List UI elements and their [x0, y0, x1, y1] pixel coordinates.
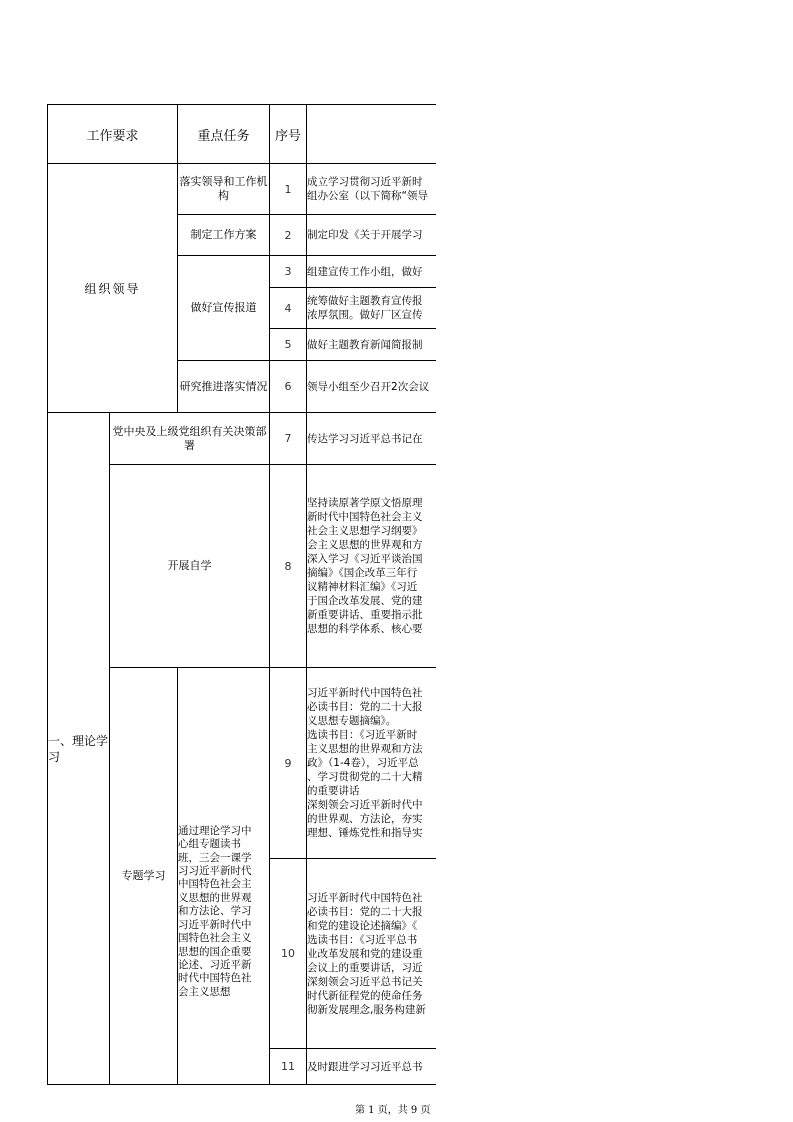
sub-task-cell: 通过理论学习中 心组专题读书 班，三会一课学 习习近平新时代 中国特色社会主 义思想的世界观 和方法论、学习 习近平新时代中 国特色社会主义 思想的国企重要 论述、习近平新 时代中国特色社 会主义思想 [178, 668, 270, 1085]
row-number: 10 [270, 859, 307, 1049]
content-cell: 统筹做好主题教育宣传报 浓厚氛围。做好厂区宣传 [307, 288, 436, 329]
row-number: 2 [270, 215, 307, 256]
content-cell: 传达学习习近平总书记在 [307, 413, 436, 465]
content-cell: 坚持读原著学原文悟原理 新时代中国特色社会主义 社会主义思想学习纲要》 会主义思想的世界观和方 深入学习《习近平谈治国 摘编》《国企改革三年行 议精神材料汇编》《习近 于国企改革发展、党的建 新重要讲话、重要指示批 思想的科学体系、核心要 [307, 465, 436, 668]
col-header-content [307, 105, 436, 164]
row-number: 5 [270, 329, 307, 361]
row-number: 8 [270, 465, 307, 668]
row-number: 11 [270, 1049, 307, 1085]
section-theory-study: 一、理论学习 [48, 413, 110, 1085]
table-row [48, 413, 437, 465]
row-number: 7 [270, 413, 307, 465]
content-cell: 习近平新时代中国特色社 必读书目：党的二十大报 和党的建设论述摘编》《 选读书目：《习近平总书 业改革发展和党的建设重 会议上的重要讲话，习近 深刻领会习近平总书记关 时代新征程党的使命任务 彻新发展理念,服务构建新 [307, 859, 436, 1049]
content-cell: 组建宣传工作小组，做好 [307, 256, 436, 288]
row-number: 1 [270, 164, 307, 215]
row-number: 6 [270, 361, 307, 413]
col-header-no: 序号 [270, 105, 307, 164]
task-cell: 党中央及上级党组织有关决策部署 [110, 413, 270, 465]
task-cell: 专题学习 [110, 668, 178, 1085]
task-cell: 做好宣传报道 [178, 256, 270, 361]
content-cell: 习近平新时代中国特色社 必读书目：党的二十大报 义思想专题摘编》。 选读书目：《习近平新时 主义思想的世界观和方法 政》（1-4卷），习近平总 、学习贯彻党的二十大精 的重要讲话 深刻领会习近平新时代中 的世界观、方法论，夯实 理想、锤炼党性和指导实 [307, 668, 436, 859]
table-header-row [48, 105, 437, 164]
section-org-leadership: 组织领导 [48, 164, 178, 413]
content-cell: 做好主题教育新闻简报制 [307, 329, 436, 361]
row-number: 9 [270, 668, 307, 859]
content-cell: 及时跟进学习习近平总书 [307, 1049, 436, 1085]
row-number: 3 [270, 256, 307, 288]
page-number-footer: 第 1 页，共 9 页 [355, 1105, 431, 1116]
content-cell: 制定印发《关于开展学习 [307, 215, 436, 256]
work-plan-table [47, 104, 436, 1085]
col-header-requirement: 工作要求 [48, 105, 178, 164]
task-cell: 制定工作方案 [178, 215, 270, 256]
table-row [48, 164, 437, 215]
content-cell: 成立学习贯彻习近平新时 组办公室（以下简称“领导 [307, 164, 436, 215]
col-header-task: 重点任务 [178, 105, 270, 164]
row-number: 4 [270, 288, 307, 329]
task-cell: 研究推进落实情况 [178, 361, 270, 413]
task-cell: 落实领导和工作机构 [178, 164, 270, 215]
task-cell: 开展自学 [110, 465, 270, 668]
content-cell: 领导小组至少召开2次会议 [307, 361, 436, 413]
